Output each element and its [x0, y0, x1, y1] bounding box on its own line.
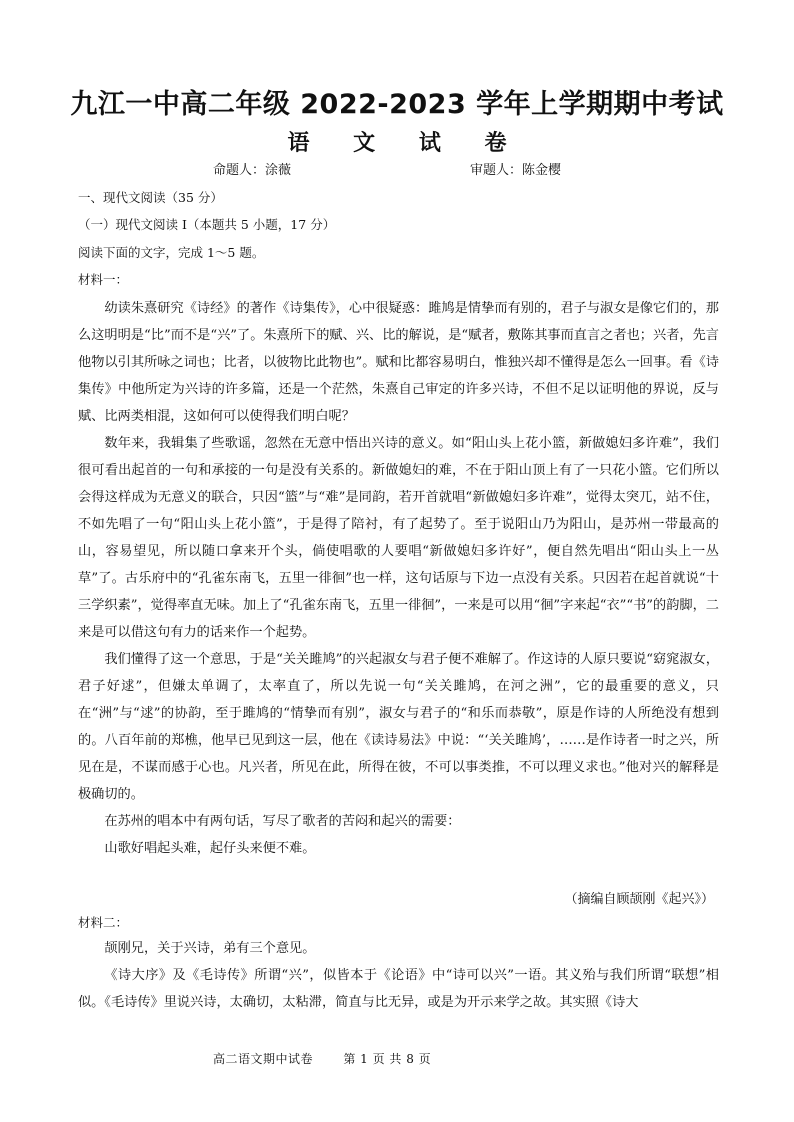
reading-instruction: 阅读下面的文字，完成 1～5 题。: [78, 245, 265, 260]
paragraph: 数年来，我辑集了些歌谣，忽然在无意中悟出兴诗的意义。如“阳山头上花小篮，新做媳妇多许难”，我们很可看出起首的一句和承接的一句是没有关系的。新做媳妇的难，不在于阳山顶上有了一只花小篮。它们所以会得这样成为无意义的联合，只因“篮”与“难”是同韵，若开首就唱“新做媳妇多许难”，觉得太突兀，站不住，不如先唱了一句“阳山头上花小篮”，于是得了陪衬，有了起势了。至于说阳山乃为阳山，是苏州一带最高的山，容易望见，所以随口拿来开个头，倘使唱歌的人要唱“新做媳妇多许好”，便自然先唱出“阳山头上一丛草”了。古乐府中的“孔雀东南飞，五里一徘徊”也一样，这句话原与下边一点没有关系。只因若在起首就说“十三学织素”，觉得率直无味。加上了“孔雀东南飞，五里一徘徊”，一来是可以用“徊”字来起“衣”“书”的韵脚，二来是可以借这句有力的话来作一个起势。: [78, 436, 719, 640]
section-heading: 一、现代文阅读（35 分）: [78, 190, 223, 205]
paragraph: 我们懂得了这一个意思，于是“关关雎鸠”的兴起淑女与君子便不难解了。作这诗的人原只要说“窈窕淑女，君子好逑”，但嫌太单调了，太率直了，所以先说一句“关关雎鸠，在河之洲”，它的最重要的意义，只在“洲”与“逑”的协韵，至于雎鸠的“情挚而有别”，淑女与君子的“和乐而恭敬”，原是作诗的人所绝没有想到的。八百年前的郑樵，他早已见到这一层，他在《读诗易法》中说：“‘关关雎鸠’，……是作诗者一时之兴，所见在是，不谋而感于心也。凡兴者，所见在此，所得在彼，不可以事类推，不可以理义求也。”他对兴的解释是极确切的。: [78, 652, 719, 802]
material1-body: [78, 295, 719, 862]
paragraph: 在苏州的唱本中有两句话，写尽了歌者的苦闷和起兴的需要：: [104, 814, 461, 829]
question-reviewer: 审题人：陈金樱: [470, 163, 562, 178]
paragraph: 幼读朱熹研究《诗经》的著作《诗集传》，心中很疑惑：雎鸠是情挚而有别的，君子与淑女是像它们的，那么这明明是“比”而不是“兴”了。朱熹所下的赋、兴、比的解说，是“赋者，敷陈其事而直言之者也；兴者，先言他物以引其所咏之词也；比者，以彼物比此物也”。赋和比都容易明白，惟独兴却不懂得是怎么一回事。看《诗集传》中他所定为兴诗的许多篇，还是一个茫然，朱熹自己审定的许多兴诗，不但不足以证明他的界说，反与赋、比两类相混，这如何可以使得我们明白呢？: [78, 301, 719, 424]
footer-page-number: 第 1 页 共 8 页: [343, 1052, 432, 1066]
material2-body: [78, 935, 719, 1016]
paragraph: 《诗大序》及《毛诗传》所谓“兴”，似皆本于《论语》中“诗可以兴”一语。其义殆与我们所谓“联想”相似。《毛诗传》里说兴诗，太确切，太粘滞，简直与比无异，或是为开示来学之故。其实照《诗大: [78, 968, 719, 1010]
material2-label: 材料二：: [78, 915, 129, 930]
paragraph: 山歌好唱起头难，起仔头来便不难。: [104, 841, 316, 856]
material1-label: 材料一：: [78, 272, 129, 287]
material1-source: （摘编自顾颉刚《起兴》）: [564, 892, 714, 907]
exam-subtitle: 语 文 试 卷: [287, 131, 525, 156]
paragraph: 颉刚兄，关于兴诗，弟有三个意见。: [104, 941, 316, 956]
exam-title: 九江一中高二年级 2022-2023 学年上学期期中考试: [70, 89, 724, 120]
question-setter: 命题人：涂薇: [213, 163, 292, 178]
page-footer: [213, 1050, 457, 1067]
footer-exam-name: 高二语文期中试卷: [213, 1052, 314, 1066]
section-subheading: （一）现代文阅读 I（本题共 5 小题，17 分）: [78, 217, 336, 232]
